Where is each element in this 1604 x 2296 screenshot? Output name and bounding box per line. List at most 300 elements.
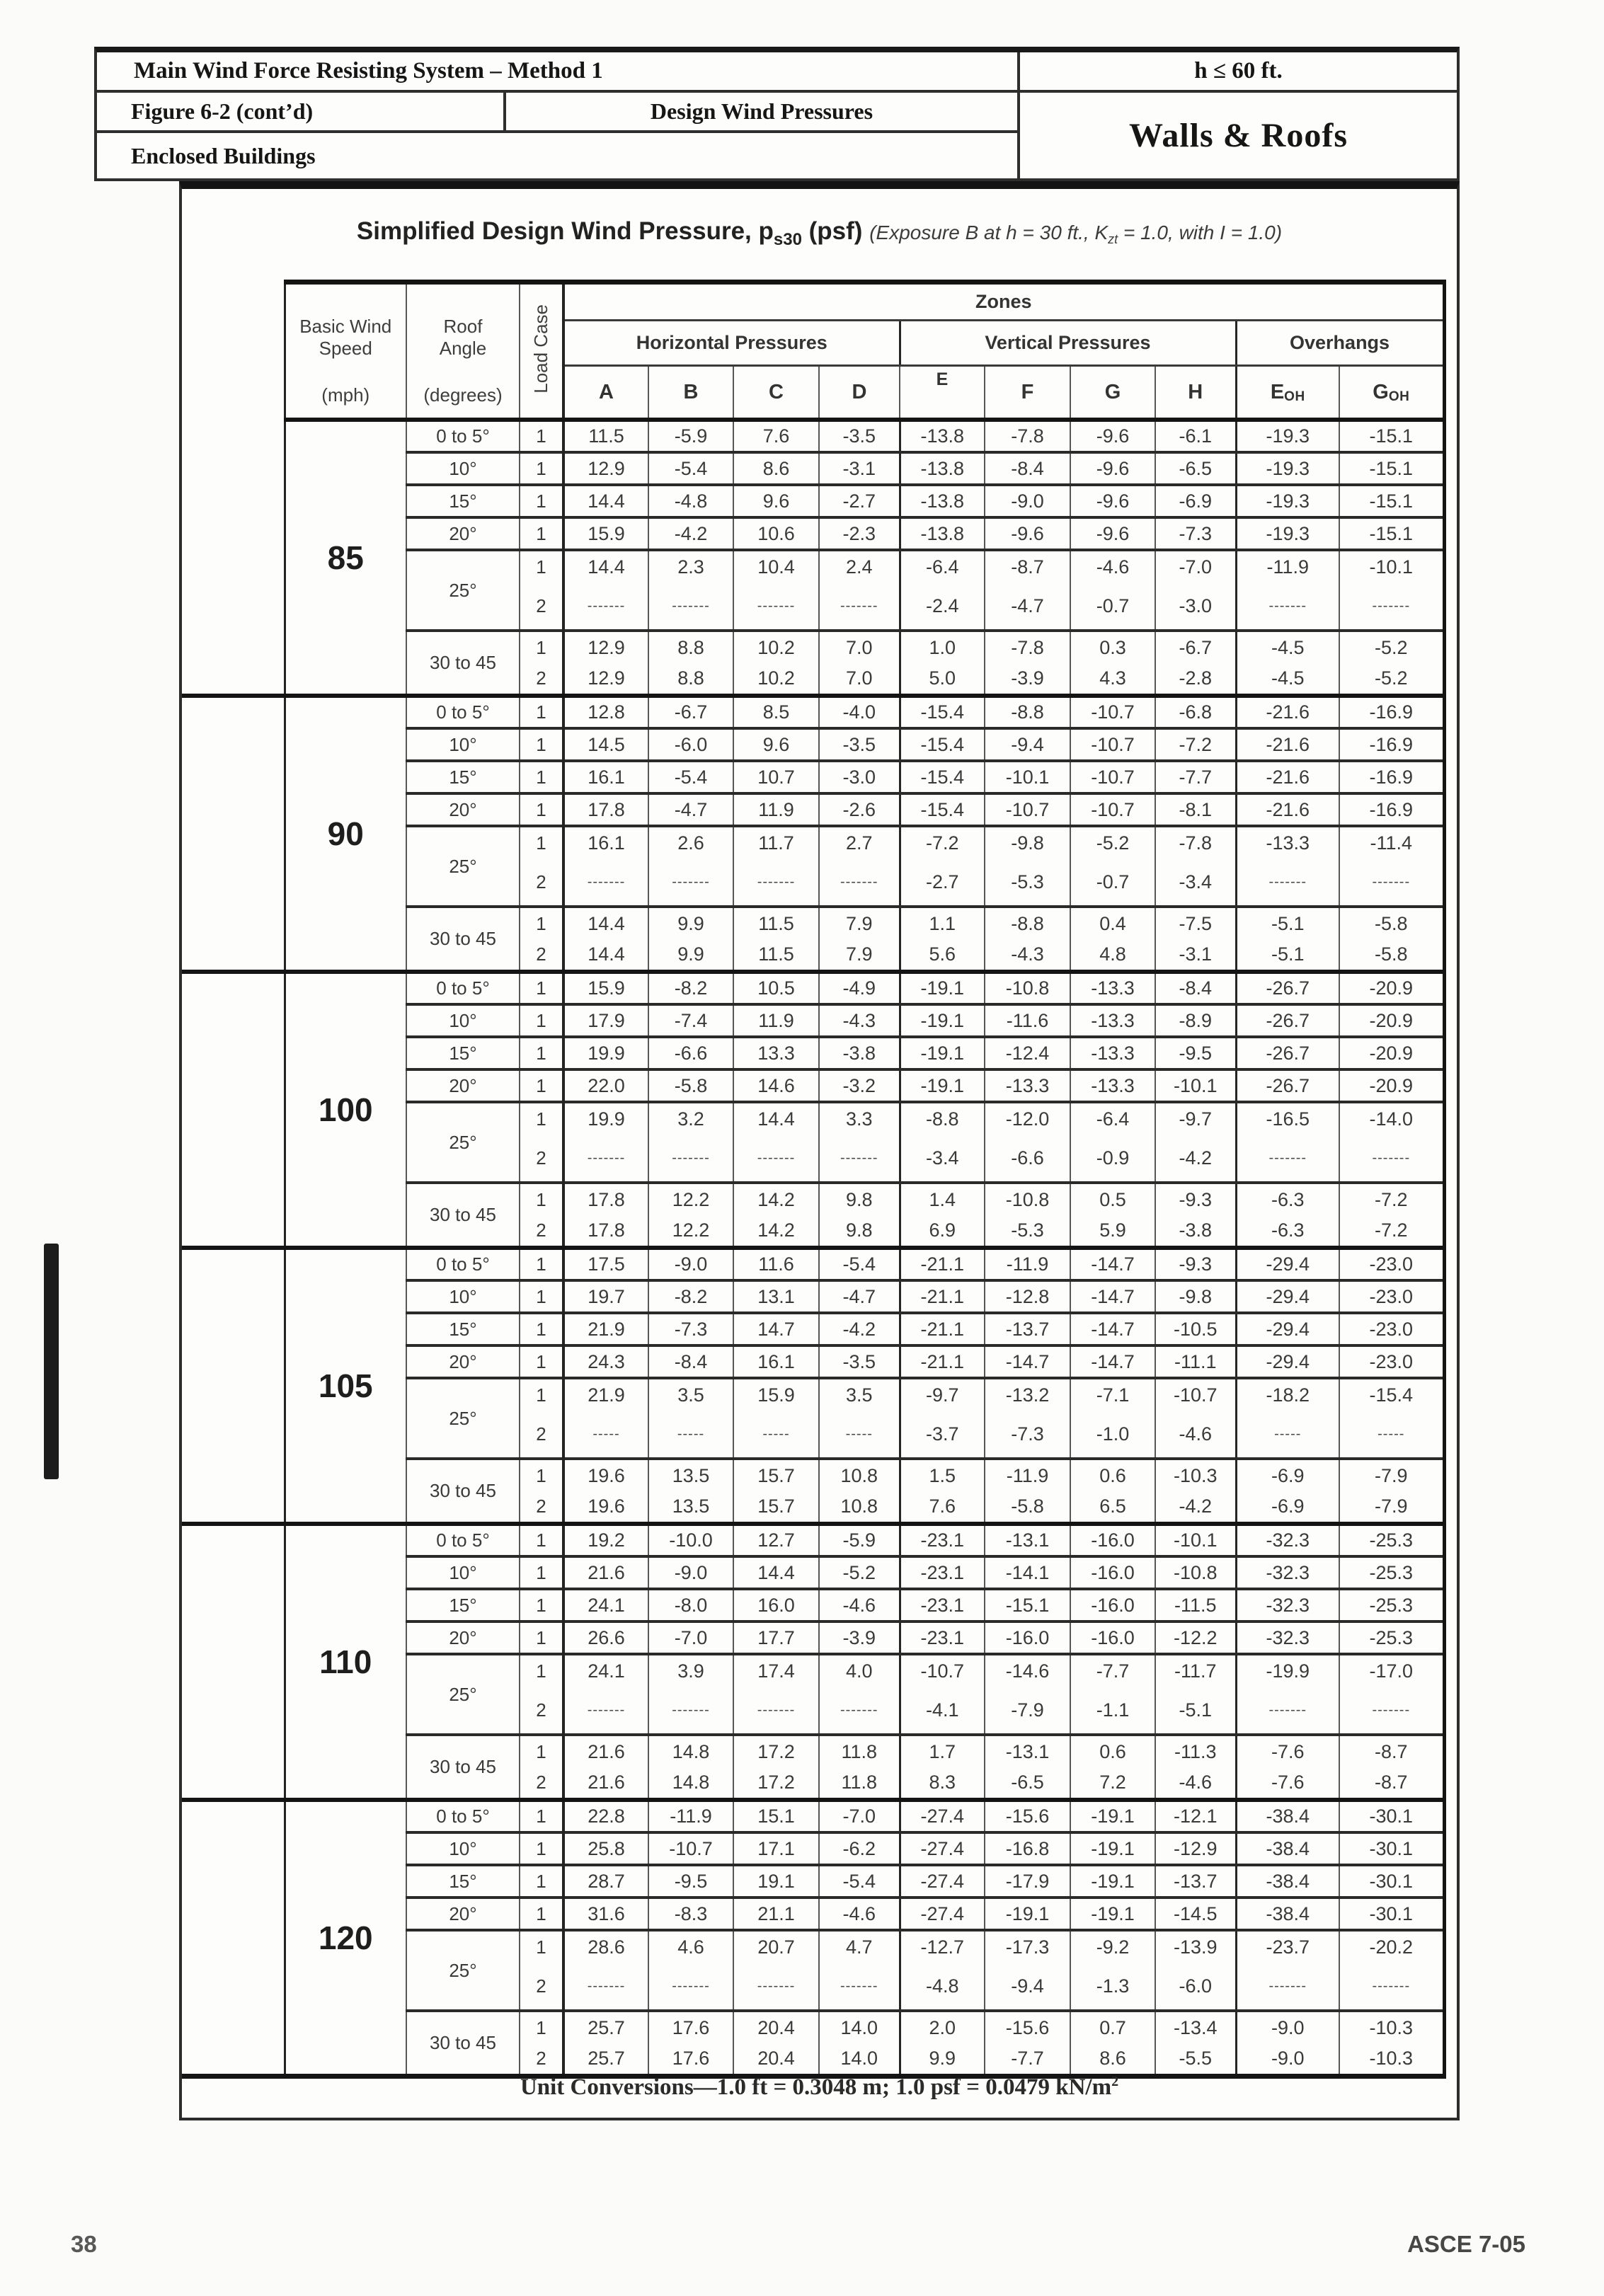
- pressure-value: -9.5: [1155, 1037, 1236, 1069]
- pressure-value: 15.1: [733, 1800, 819, 1832]
- pressure-value: 28.6: [563, 1930, 648, 1963]
- roof-angle: 30 to 45: [406, 907, 520, 972]
- zone-a-header: A: [563, 366, 648, 420]
- pressure-value: -4.8: [900, 1963, 985, 2011]
- pressure-value: -5.9: [648, 420, 733, 452]
- pressure-value: -1.0: [1070, 1411, 1155, 1459]
- figure-header: [94, 47, 1460, 181]
- pressure-value: -16.0: [1070, 1589, 1155, 1621]
- roof-angle: 25°: [406, 1102, 520, 1183]
- pressure-value: 17.5: [563, 1248, 648, 1280]
- pressure-value: -7.5: [1155, 907, 1236, 939]
- figure-scope: Walls & Roofs: [1128, 117, 1348, 154]
- page-number: 38: [71, 2231, 97, 2257]
- zone-g-header: G: [1070, 366, 1155, 420]
- pressure-value: 7.6: [900, 1491, 985, 1524]
- pressure-value: -9.0: [648, 1248, 733, 1280]
- pressure-value: -9.4: [985, 1963, 1070, 2011]
- pressure-value: -16.0: [1070, 1556, 1155, 1589]
- pressure-value: -8.3: [648, 1898, 733, 1930]
- pressure-value: -13.3: [1070, 1037, 1155, 1069]
- pressure-value: 5.9: [1070, 1215, 1155, 1248]
- pressure-value: -7.2: [1339, 1183, 1444, 1215]
- pressure-value: -27.4: [900, 1800, 985, 1832]
- pressure-value: -1.1: [1070, 1687, 1155, 1735]
- roof-angle: 15°: [406, 761, 520, 793]
- load-case-value: 1: [520, 1037, 563, 1069]
- vertical-pressures-header: Vertical Pressures: [900, 321, 1236, 366]
- pressure-value: 1.1: [900, 907, 985, 939]
- zone-d-header: D: [819, 366, 900, 420]
- pressure-value: -2.3: [819, 517, 900, 550]
- pressure-value: -3.8: [819, 1037, 900, 1069]
- pressure-value: -6.3: [1236, 1215, 1339, 1248]
- pressure-value: -------: [648, 1963, 733, 2011]
- pressure-value: -19.1: [900, 972, 985, 1004]
- pressure-value: -13.4: [1155, 2011, 1236, 2043]
- pressure-value: -9.6: [1070, 517, 1155, 550]
- pressure-value: 3.9: [648, 1654, 733, 1687]
- pressure-value: -7.2: [900, 826, 985, 859]
- load-case-value: 2: [520, 663, 563, 696]
- pressure-value: -16.5: [1236, 1102, 1339, 1135]
- gutter-cell: [182, 1800, 285, 2076]
- pressure-value: 16.0: [733, 1589, 819, 1621]
- roof-angle: 25°: [406, 550, 520, 631]
- pressure-value: -6.9: [1155, 485, 1236, 517]
- pressure-value: 17.8: [563, 793, 648, 826]
- pressure-value: -10.8: [1155, 1556, 1236, 1589]
- load-case-value: 1: [520, 1524, 563, 1556]
- pressure-value: -4.7: [985, 582, 1070, 631]
- pressure-value: 11.5: [563, 420, 648, 452]
- pressure-value: -------: [1236, 859, 1339, 907]
- pressure-value: -21.1: [900, 1280, 985, 1313]
- load-case-value: 2: [520, 582, 563, 631]
- pressure-value: -7.0: [819, 1800, 900, 1832]
- pressure-value: -6.0: [648, 728, 733, 761]
- roof-angle: 0 to 5°: [406, 696, 520, 728]
- pressure-value: 19.2: [563, 1524, 648, 1556]
- figure-body: [179, 181, 1460, 2120]
- pressure-value: -7.3: [1155, 517, 1236, 550]
- pressure-value: 14.8: [648, 1735, 733, 1767]
- goh-base: G: [1373, 380, 1389, 403]
- pressure-value: 8.6: [1070, 2043, 1155, 2076]
- roof-angle: 25°: [406, 1654, 520, 1735]
- pressure-value: -11.5: [1155, 1589, 1236, 1621]
- pressure-value: -6.7: [1155, 631, 1236, 663]
- load-case-value: 2: [520, 859, 563, 907]
- pressure-value: -4.3: [819, 1004, 900, 1037]
- pressure-value: -5.1: [1236, 939, 1339, 972]
- pressure-value: 3.3: [819, 1102, 900, 1135]
- pressure-value: -14.7: [1070, 1248, 1155, 1280]
- pressure-value: -------: [733, 859, 819, 907]
- pressure-value: 2.6: [648, 826, 733, 859]
- pressure-value: -8.2: [648, 972, 733, 1004]
- pressure-value: -12.2: [1155, 1621, 1236, 1654]
- pressure-value: -10.5: [1155, 1313, 1236, 1345]
- pressure-value: -10.7: [648, 1832, 733, 1865]
- pressure-value: -5.8: [1339, 939, 1444, 972]
- pressure-value: -32.3: [1236, 1524, 1339, 1556]
- pressure-value: -4.2: [1155, 1491, 1236, 1524]
- load-case-value: 1: [520, 631, 563, 663]
- title-text: Simplified Design Wind Pressure, p: [356, 217, 774, 245]
- pressure-value: 20.4: [733, 2011, 819, 2043]
- speed-header-unit: (mph): [321, 384, 370, 406]
- pressure-value: -15.4: [900, 761, 985, 793]
- pressure-value: -7.0: [648, 1621, 733, 1654]
- pressure-value: -11.6: [985, 1004, 1070, 1037]
- basic-wind-speed: 100: [285, 972, 406, 1248]
- roof-angle: 10°: [406, 1556, 520, 1589]
- pressure-value: -------: [733, 582, 819, 631]
- roof-angle: 20°: [406, 1069, 520, 1102]
- pressure-value: 7.2: [1070, 1767, 1155, 1800]
- pressure-value: 4.7: [819, 1930, 900, 1963]
- pressure-value: -------: [648, 1135, 733, 1183]
- pressure-value: -9.0: [648, 1556, 733, 1589]
- pressure-value: 17.2: [733, 1767, 819, 1800]
- pressure-value: -15.6: [985, 2011, 1070, 2043]
- pressure-value: 21.9: [563, 1378, 648, 1411]
- pressure-value: -------: [1339, 1687, 1444, 1735]
- pressure-value: 0.6: [1070, 1735, 1155, 1767]
- pressure-value: -------: [1236, 1963, 1339, 2011]
- pressure-value: -27.4: [900, 1832, 985, 1865]
- pressure-value: -6.6: [648, 1037, 733, 1069]
- load-case-value: 1: [520, 793, 563, 826]
- load-case-value: 1: [520, 1654, 563, 1687]
- pressure-value: 5.0: [900, 663, 985, 696]
- pressure-value: 19.9: [563, 1037, 648, 1069]
- pressure-value: -13.1: [985, 1524, 1070, 1556]
- pressure-value: -10.7: [1070, 696, 1155, 728]
- pressure-value: 11.5: [733, 939, 819, 972]
- pressure-value: 1.7: [900, 1735, 985, 1767]
- pressure-value: -38.4: [1236, 1865, 1339, 1898]
- pressure-value: 17.8: [563, 1215, 648, 1248]
- pressure-value: -------: [819, 1963, 900, 2011]
- figure-subject: Design Wind Pressures: [506, 93, 1020, 133]
- pressure-value: -11.7: [1155, 1654, 1236, 1687]
- load-case-value: 1: [520, 1865, 563, 1898]
- pressure-value: 14.4: [563, 485, 648, 517]
- pressure-value: -23.7: [1236, 1930, 1339, 1963]
- pressure-value: -------: [1339, 859, 1444, 907]
- horizontal-pressures-header: Horizontal Pressures: [563, 321, 900, 366]
- pressure-value: -4.1: [900, 1687, 985, 1735]
- table-head: [182, 282, 1444, 420]
- roof-angle: 30 to 45: [406, 2011, 520, 2076]
- roof-angle: 15°: [406, 1865, 520, 1898]
- pressure-value: 9.9: [648, 939, 733, 972]
- pressure-value: -19.1: [900, 1069, 985, 1102]
- pressure-value: 10.2: [733, 631, 819, 663]
- pressure-value: -12.1: [1155, 1800, 1236, 1832]
- gutter-cell: [182, 420, 285, 696]
- pressure-value: -20.9: [1339, 1004, 1444, 1037]
- roof-angle: 20°: [406, 793, 520, 826]
- pressure-value: -10.7: [985, 793, 1070, 826]
- pressure-value: -26.7: [1236, 972, 1339, 1004]
- pressure-value: 10.8: [819, 1491, 900, 1524]
- pressure-value: 14.2: [733, 1215, 819, 1248]
- pressure-value: -13.7: [1155, 1865, 1236, 1898]
- pressure-value: -5.4: [648, 452, 733, 485]
- pressure-value: 1.4: [900, 1183, 985, 1215]
- pressure-value: 24.3: [563, 1345, 648, 1378]
- pressure-value: 11.7: [733, 826, 819, 859]
- pressure-value: -3.4: [900, 1135, 985, 1183]
- pressure-value: -23.1: [900, 1589, 985, 1621]
- pressure-value: -------: [733, 1963, 819, 2011]
- pressure-value: -------: [1339, 1963, 1444, 2011]
- pressure-value: -17.0: [1339, 1654, 1444, 1687]
- pressure-value: -7.4: [648, 1004, 733, 1037]
- pressure-value: 12.2: [648, 1183, 733, 1215]
- pressure-value: -13.3: [1070, 1069, 1155, 1102]
- pressure-value: 11.6: [733, 1248, 819, 1280]
- pressure-value: -19.3: [1236, 420, 1339, 452]
- gutter-cell: [182, 696, 285, 972]
- load-case-value: 1: [520, 452, 563, 485]
- pressure-value: 4.3: [1070, 663, 1155, 696]
- pressure-value: 21.6: [563, 1735, 648, 1767]
- pressure-value: -----: [819, 1411, 900, 1459]
- pressure-value: -10.0: [648, 1524, 733, 1556]
- pressure-value: -----: [648, 1411, 733, 1459]
- pressure-value: 22.8: [563, 1800, 648, 1832]
- pressure-value: -------: [1339, 1135, 1444, 1183]
- pressure-value: -10.7: [1070, 793, 1155, 826]
- pressure-value: -38.4: [1236, 1832, 1339, 1865]
- angle-header-unit: (degrees): [423, 384, 503, 406]
- pressure-value: -13.1: [985, 1735, 1070, 1767]
- pressure-value: -------: [648, 1687, 733, 1735]
- pressure-value: 21.6: [563, 1767, 648, 1800]
- pressure-value: -3.9: [985, 663, 1070, 696]
- pressure-value: -6.9: [1236, 1491, 1339, 1524]
- pressure-value: -6.6: [985, 1135, 1070, 1183]
- pressure-value: 12.9: [563, 631, 648, 663]
- pressure-value: 0.7: [1070, 2011, 1155, 2043]
- eoh-base: E: [1270, 380, 1285, 403]
- table-title: [182, 217, 1457, 250]
- pressure-value: -5.4: [819, 1865, 900, 1898]
- pressure-value: 8.6: [733, 452, 819, 485]
- pressure-value: -1.3: [1070, 1963, 1155, 2011]
- pressure-value: 19.6: [563, 1459, 648, 1491]
- pressure-value: -8.4: [985, 452, 1070, 485]
- pressure-value: 17.2: [733, 1735, 819, 1767]
- pressure-value: -------: [563, 1687, 648, 1735]
- pressure-value: 12.2: [648, 1215, 733, 1248]
- load-case-value: 1: [520, 1313, 563, 1345]
- zone-eoh-header: [1236, 366, 1339, 420]
- pressure-value: 14.2: [733, 1183, 819, 1215]
- pressure-value: -7.8: [985, 420, 1070, 452]
- pressure-value: 7.0: [819, 631, 900, 663]
- pressure-value: -14.1: [985, 1556, 1070, 1589]
- pressure-value: -26.7: [1236, 1004, 1339, 1037]
- pressure-value: 19.6: [563, 1491, 648, 1524]
- pressure-value: 14.4: [563, 939, 648, 972]
- pressure-value: -2.7: [900, 859, 985, 907]
- roof-angle: 25°: [406, 1930, 520, 2011]
- pressure-value: -19.1: [900, 1004, 985, 1037]
- pressure-value: -4.3: [985, 939, 1070, 972]
- pressure-value: -38.4: [1236, 1898, 1339, 1930]
- load-case-value: 2: [520, 1135, 563, 1183]
- pressure-value: -6.4: [900, 550, 985, 582]
- pressure-value: 10.6: [733, 517, 819, 550]
- pressure-value: -7.6: [1236, 1735, 1339, 1767]
- pressure-value: -12.9: [1155, 1832, 1236, 1865]
- pressure-value: 25.8: [563, 1832, 648, 1865]
- load-case-value: 1: [520, 1459, 563, 1491]
- col-header-roof-angle: [406, 282, 520, 420]
- roof-angle: 10°: [406, 1280, 520, 1313]
- pressure-value: -9.3: [1155, 1248, 1236, 1280]
- load-case-value: 1: [520, 2011, 563, 2043]
- pressure-value: 0.3: [1070, 631, 1155, 663]
- pressure-value: -29.4: [1236, 1248, 1339, 1280]
- pressure-value: -8.8: [900, 1102, 985, 1135]
- col-header-basic-wind-speed: [285, 282, 406, 420]
- pressure-value: -3.5: [819, 1345, 900, 1378]
- pressure-value: 24.1: [563, 1654, 648, 1687]
- pressure-value: 7.9: [819, 907, 900, 939]
- pressure-value: 25.7: [563, 2011, 648, 2043]
- load-case-value: 2: [520, 1687, 563, 1735]
- pressure-value: 1.0: [900, 631, 985, 663]
- pressure-value: 12.9: [563, 663, 648, 696]
- pressure-value: -8.2: [648, 1280, 733, 1313]
- pressure-value: -6.9: [1236, 1459, 1339, 1491]
- pressure-value: -4.8: [648, 485, 733, 517]
- pressure-value: 26.6: [563, 1621, 648, 1654]
- pressure-value: -6.4: [1070, 1102, 1155, 1135]
- pressure-value: -11.4: [1339, 826, 1444, 859]
- pressure-value: -3.9: [819, 1621, 900, 1654]
- basic-wind-speed: 85: [285, 420, 406, 696]
- zone-f-header: F: [985, 366, 1070, 420]
- pressure-value: 19.1: [733, 1865, 819, 1898]
- pressure-value: -13.3: [1236, 826, 1339, 859]
- gutter-cell: [182, 1524, 285, 1800]
- pressure-value: -5.2: [819, 1556, 900, 1589]
- roof-angle: 0 to 5°: [406, 420, 520, 452]
- pressure-value: 4.8: [1070, 939, 1155, 972]
- pressure-value: -------: [819, 1135, 900, 1183]
- load-case-value: 1: [520, 1004, 563, 1037]
- pressure-value: 3.5: [819, 1378, 900, 1411]
- pressure-value: -8.7: [1339, 1735, 1444, 1767]
- pressure-value: 14.7: [733, 1313, 819, 1345]
- pressure-value: -38.4: [1236, 1800, 1339, 1832]
- pressure-value: -5.2: [1339, 663, 1444, 696]
- pressure-value: -------: [648, 582, 733, 631]
- pressure-value: -23.0: [1339, 1248, 1444, 1280]
- pressure-value: 21.9: [563, 1313, 648, 1345]
- pressure-value: -27.4: [900, 1865, 985, 1898]
- pressure-value: -12.4: [985, 1037, 1070, 1069]
- pressure-value: -2.7: [819, 485, 900, 517]
- pressure-value: -4.7: [819, 1280, 900, 1313]
- pressure-value: 14.8: [648, 1767, 733, 1800]
- pressure-value: -5.4: [648, 761, 733, 793]
- pressure-value: -7.1: [1070, 1378, 1155, 1411]
- pressure-value: 16.1: [563, 826, 648, 859]
- pressure-value: -14.0: [1339, 1102, 1444, 1135]
- pressure-value: -5.3: [985, 859, 1070, 907]
- pressure-value: -8.7: [1339, 1767, 1444, 1800]
- building-type: Enclosed Buildings: [97, 133, 1020, 178]
- pressure-value: -4.6: [1070, 550, 1155, 582]
- pressure-value: -------: [1339, 582, 1444, 631]
- pressure-value: -10.7: [1070, 728, 1155, 761]
- pressure-value: -11.9: [985, 1248, 1070, 1280]
- pressure-value: 14.0: [819, 2043, 900, 2076]
- pressure-value: -15.4: [900, 793, 985, 826]
- pressure-value: -19.1: [1070, 1800, 1155, 1832]
- pressure-value: 15.9: [563, 972, 648, 1004]
- pressure-value: 9.9: [900, 2043, 985, 2076]
- standard-label: ASCE 7-05: [1407, 2231, 1525, 2257]
- pressure-value: -9.3: [1155, 1183, 1236, 1215]
- load-case-value: 1: [520, 761, 563, 793]
- roof-angle: 10°: [406, 452, 520, 485]
- pressure-value: -23.0: [1339, 1313, 1444, 1345]
- roof-angle: 30 to 45: [406, 1459, 520, 1524]
- pressure-value: 6.5: [1070, 1491, 1155, 1524]
- pressure-value: -9.6: [1070, 485, 1155, 517]
- load-case-value: 1: [520, 1248, 563, 1280]
- roof-angle: 15°: [406, 1589, 520, 1621]
- pressure-value: -13.8: [900, 485, 985, 517]
- pressure-value: -14.7: [1070, 1345, 1155, 1378]
- pressure-value: -10.3: [1155, 1459, 1236, 1491]
- pressure-value: -7.8: [985, 631, 1070, 663]
- pressure-value: 13.5: [648, 1491, 733, 1524]
- pressure-value: -----: [1236, 1411, 1339, 1459]
- pressure-value: -21.6: [1236, 761, 1339, 793]
- pressure-value: -3.7: [900, 1411, 985, 1459]
- pressure-value: -7.2: [1155, 728, 1236, 761]
- roof-angle: 10°: [406, 1832, 520, 1865]
- pressure-value: -23.1: [900, 1524, 985, 1556]
- roof-angle: 30 to 45: [406, 1735, 520, 1800]
- pressure-value: -------: [563, 1963, 648, 2011]
- roof-angle: 0 to 5°: [406, 1248, 520, 1280]
- pressure-value: -10.7: [900, 1654, 985, 1687]
- pressure-value: -6.8: [1155, 696, 1236, 728]
- pressure-value: 0.4: [1070, 907, 1155, 939]
- pressure-value: -6.5: [985, 1767, 1070, 1800]
- pressure-value: -9.0: [985, 485, 1070, 517]
- gutter: [182, 282, 285, 420]
- pressure-value: -------: [1236, 582, 1339, 631]
- basic-wind-speed: 90: [285, 696, 406, 972]
- pressure-value: 28.7: [563, 1865, 648, 1898]
- pressure-value: 10.2: [733, 663, 819, 696]
- pressure-value: -3.8: [1155, 1215, 1236, 1248]
- pressure-value: -14.7: [1070, 1280, 1155, 1313]
- pressure-value: -25.3: [1339, 1556, 1444, 1589]
